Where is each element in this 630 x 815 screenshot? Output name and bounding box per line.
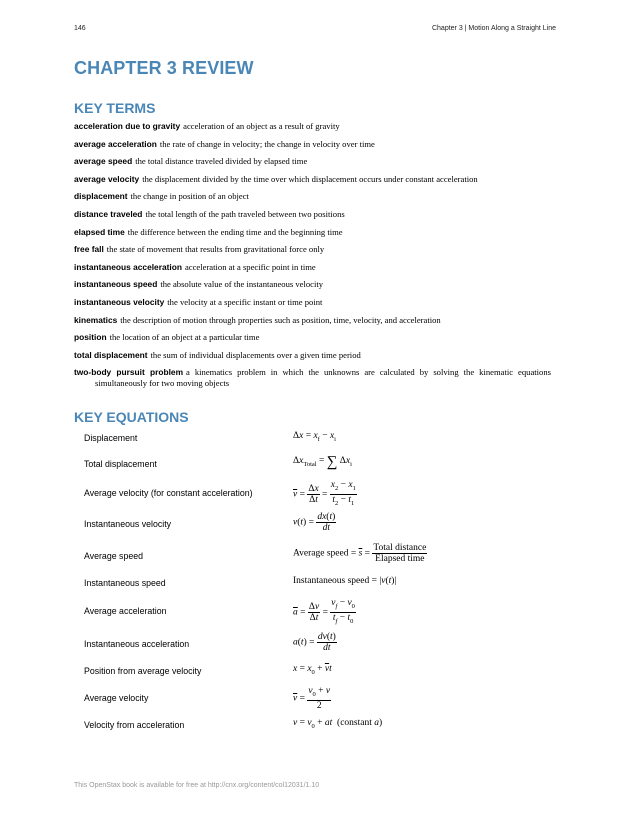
eq-label-avg-velocity: Average velocity	[84, 693, 149, 703]
running-title: Chapter 3 | Motion Along a Straight Line	[431, 25, 556, 32]
eq-total-displacement: $\Delta x_{Total}$ = ∑ $\Delta x_i$	[293, 454, 352, 470]
eq-label-inst-velocity: Instantaneous velocity	[84, 519, 172, 529]
key-term: elapsed time the difference between the ending time and the beginning time	[74, 226, 343, 237]
eq-inst-velocity: v(t) = $\frac{dx(t)}{dt}$	[293, 512, 336, 533]
eq-vel-from-accel: $v = v_0$ + at (constant a)	[293, 718, 383, 730]
eq-inst-speed: Instantaneous speed = |v(t)|	[293, 576, 397, 586]
eq-label-pos-from-avg-vel: Position from average velocity	[84, 666, 202, 676]
key-terms-list	[74, 121, 551, 395]
total-subscript: Total	[303, 460, 317, 468]
key-equations-heading: KEY EQUATIONS	[74, 409, 189, 425]
key-term: total displacement the sum of individual displacements over a given time period	[74, 349, 361, 360]
key-terms-heading: KEY TERMS	[74, 100, 156, 116]
eq-avg-speed: Average speed = $\overline{s}$ = $\frac{\text{Total distance}}{\text{Elapsed time}}$	[293, 543, 427, 564]
footer: This OpenStax book is available for free at http://cnx.org/content/col12031/1.10	[74, 782, 320, 789]
key-term: kinematics the description of motion through properties such as position, time, velocity, and acceleration	[74, 314, 441, 325]
key-term: two-body pursuit problem a kinematics problem in which the unknowns are calculated by solving the kinematic equations simultaneously for two moving objects	[74, 367, 551, 388]
eq-label-avg-velocity-const: Average velocity (for constant acceleration)	[84, 488, 253, 498]
eq-displacement: $\Delta x = x_f - x_i$	[293, 431, 336, 443]
key-term: instantaneous speed the absolute value of the instantaneous velocity	[74, 279, 324, 290]
key-term: average acceleration the rate of change in velocity; the change in velocity over time	[74, 138, 375, 149]
eq-avg-accel: $\overline{a}$ = $\frac{\Delta v}{\Delta t}$ = $\frac{v_f - v_0}{t_f - t_0}$	[293, 598, 355, 625]
key-term: average velocity the displacement divided by the time over which displacement occurs under constant acceleration	[74, 173, 478, 184]
key-term: instantaneous velocity the velocity at a specific instant or time point	[74, 296, 323, 307]
key-term: free fall the state of movement that results from gravitational force only	[74, 244, 325, 255]
key-term: instantaneous acceleration acceleration at a specific point in time	[74, 261, 316, 272]
eq-avg-velocity: $\overline{v}$ = $\frac{v_0 + v}{2}$	[293, 686, 331, 711]
eq-label-inst-accel: Instantaneous acceleration	[84, 639, 190, 649]
key-term: average speed the total distance traveled divided by elapsed time	[74, 156, 308, 167]
eq-inst-accel: a(t) = $\frac{dv(t)}{dt}$	[293, 632, 336, 653]
key-term: distance traveled the total length of the path traveled between two positions	[74, 208, 345, 219]
eq-label-avg-speed: Average speed	[84, 551, 144, 561]
key-term: displacement the change in position of an object	[74, 191, 249, 202]
key-term: position the location of an object at a particular time	[74, 332, 260, 343]
eq-label-total-displacement: Total displacement	[84, 459, 157, 469]
eq-label-displacement: Displacement	[84, 433, 138, 443]
eq-label-inst-speed: Instantaneous speed	[84, 578, 166, 588]
eq-pos-from-avg-vel: $x = x_0 + \overline{v}t$	[293, 664, 332, 676]
eq-label-avg-accel: Average acceleration	[84, 606, 167, 616]
eq-label-vel-from-accel: Velocity from acceleration	[84, 720, 185, 730]
key-term: acceleration due to gravity acceleration of an object as a result of gravity	[74, 121, 340, 131]
page-number: 146	[74, 25, 86, 32]
eq-avg-velocity-const: $\overline{v}$ = $\frac{\Delta x}{\Delta t}$ = $\frac{x_2 - x_1}{t_2 - t_1}$	[293, 480, 356, 507]
chapter-title: CHAPTER 3 REVIEW	[74, 58, 254, 78]
